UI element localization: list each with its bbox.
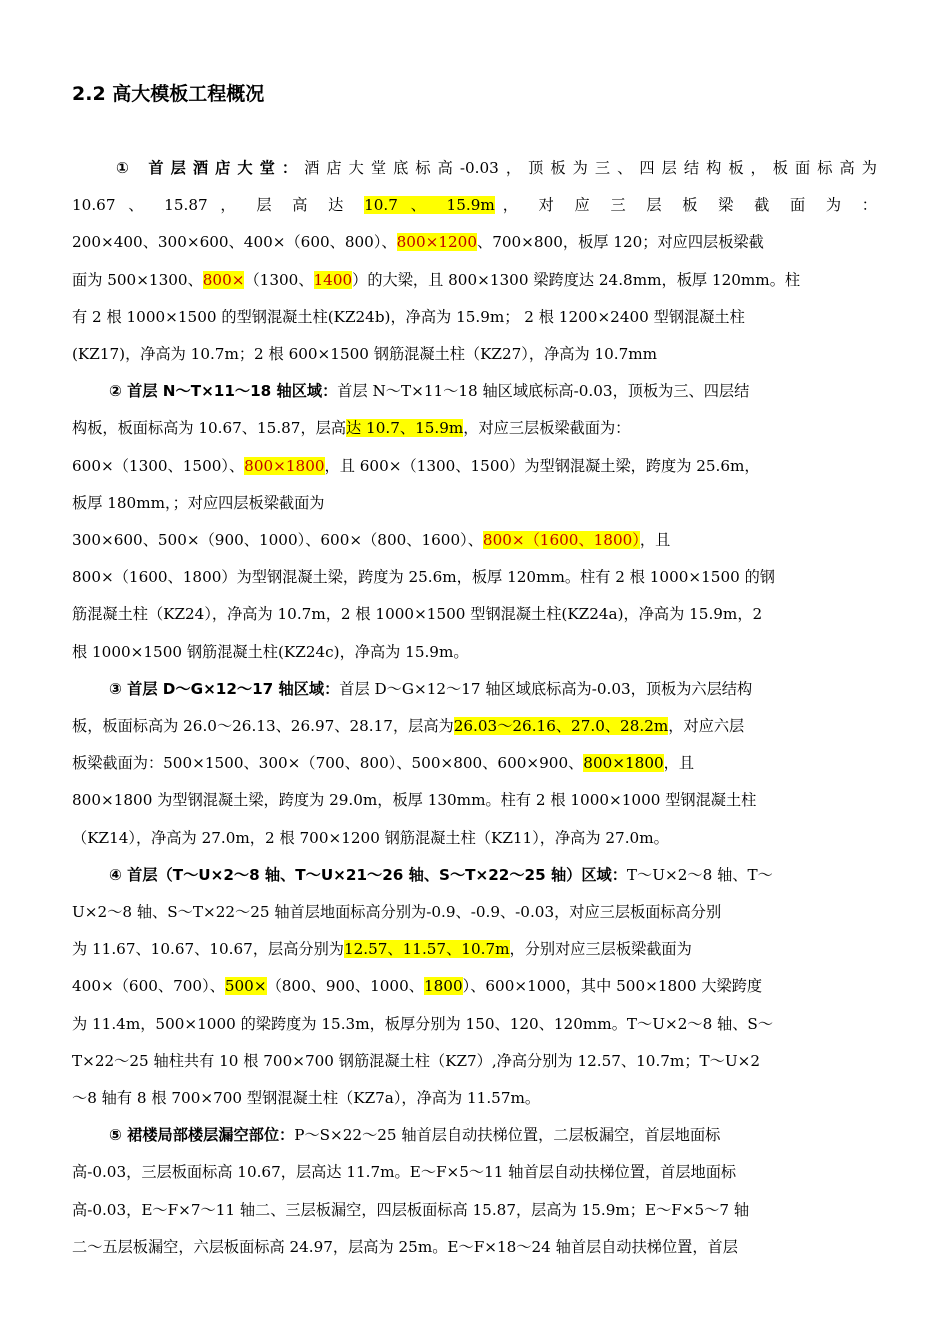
- p2-text: ，对应三层板梁截面为：: [463, 419, 631, 438]
- highlight: 1800: [423, 977, 463, 996]
- p2-text: 构板，板面标高为 10.67、15.87，层高: [72, 419, 347, 438]
- highlight: 800×1200: [396, 233, 477, 252]
- p4-text: T～U×2～8 轴、T～: [626, 865, 773, 884]
- p2-text: ，且 600×（1300、1500）为型钢混凝土梁，跨度为 25.6m，: [324, 456, 760, 475]
- paragraph-4: [72, 857, 877, 1117]
- p1-text: 酒店大堂底标高-0.03，顶板为三、四层结构板，板面标高为: [304, 159, 877, 177]
- p4-text: ，分别对应三层板梁截面为: [509, 940, 692, 959]
- highlight: 800×: [202, 270, 245, 289]
- highlight: 26.03～26.16、27.0、28.2m: [453, 717, 669, 736]
- p4-line-7: ～8 轴有 8 根 700×700 型钢混凝土柱（KZ7a），净高为 11.57m。: [72, 1089, 541, 1108]
- p2-line-8: 根 1000×1500 钢筋混凝土柱(KZ24c)，净高为 15.9m。: [72, 642, 469, 661]
- highlight: 800×（1600、1800）: [482, 531, 640, 550]
- p2-text: ，且: [639, 531, 671, 550]
- p3-text: ，对应六层: [668, 717, 745, 736]
- p4-line-4: [72, 968, 877, 1005]
- p2-line-6: 800×（1600、1800）为型钢混凝土梁，跨度为 25.6m，板厚 120mm。柱有 2 根 1000×1500 的钢: [72, 568, 775, 587]
- p3-text: 板梁截面为：500×1500、300×（700、800）、500×800、600×900、: [72, 754, 584, 773]
- section-heading: 2.2 高大模板工程概况: [72, 83, 265, 105]
- highlight: 12.57、11.57、10.7m: [343, 940, 510, 959]
- p2-lead: ② 首层 N～T×11～18 轴区域：: [109, 382, 338, 401]
- paragraph-3: [72, 671, 877, 857]
- p5-line-1: [72, 1117, 877, 1154]
- p3-line-5: （KZ14），净高为 27.0m，2 根 700×1200 钢筋混凝土柱（KZ11），净高为 27.0m。: [72, 828, 669, 847]
- p4-line-5: 为 11.4m，500×1000 的梁跨度为 15.3m，板厚分别为 150、120、120mm。T～U×2～8 轴、S～: [72, 1014, 774, 1033]
- p3-text: ，且: [663, 754, 695, 773]
- p5-lead: ⑤ 裙楼局部楼层漏空部位：: [109, 1126, 295, 1145]
- highlight: 10.7 、 15.9m: [364, 196, 495, 215]
- p5-line-4: 二～五层板漏空，六层板面标高 24.97，层高为 25m。E～F×18～24 轴首层自动扶梯位置，首层: [72, 1237, 738, 1256]
- p1-text: （1300、: [244, 270, 314, 289]
- p4-text: 为 11.67、10.67、10.67，层高分别为: [72, 940, 344, 959]
- p2-line-1: [72, 373, 877, 410]
- p3-text: 板，板面标高为 26.0～26.13、26.97、28.17，层高为: [72, 717, 454, 736]
- p1-text: ， 对 应 三 层 板 梁 截 面 为 ：: [494, 196, 877, 215]
- p4-line-2: U×2～8 轴、S～T×22～25 轴首层地面标高分别为-0.9、-0.9、-0.03，对应三层板面标高分别: [72, 903, 722, 922]
- p3-line-3: [72, 745, 877, 782]
- p1-text: 10.67 、 15.87 ， 层 高 达: [72, 196, 352, 215]
- p3-line-1: [72, 671, 877, 708]
- p1-line-4: [72, 262, 877, 299]
- highlight: 800×1800: [244, 456, 325, 475]
- p2-line-2: [72, 410, 877, 447]
- p2-line-5: [72, 522, 877, 559]
- p4-text: （800、900、1000、: [266, 977, 424, 996]
- p1-text: 、700×800，板厚 120；对应四层板梁截: [477, 233, 764, 252]
- p2-line-3: [72, 448, 877, 485]
- p3-lead: ③ 首层 D～G×12～17 轴区域：: [109, 679, 340, 698]
- p1-line-3: [72, 224, 877, 261]
- p1-line-2: [72, 187, 877, 224]
- p2-line-4: 板厚 180mm，；对应四层板梁截面为: [72, 493, 325, 512]
- p2-text: 600×（1300、1500）、: [72, 456, 245, 475]
- p4-lead: ④ 首层（T～U×2～8 轴、T～U×21～26 轴、S～T×22～25 轴）区域：: [109, 865, 627, 884]
- p3-text: 首层 D～G×12～17 轴区域底标高为-0.03，顶板为六层结构: [339, 679, 753, 698]
- p1-text: 面为 500×1300、: [72, 270, 203, 289]
- p4-line-3: [72, 931, 877, 968]
- p4-line-6: T×22～25 轴柱共有 10 根 700×700 钢筋混凝土柱（KZ7）,净高分别为 12.57、10.7m；T～U×2: [72, 1051, 761, 1070]
- highlight: 800×1800: [583, 754, 664, 773]
- p3-line-4: 800×1800 为型钢混凝土梁，跨度为 29.0m，板厚 130mm。柱有 2 根 1000×1000 型钢混凝土柱: [72, 791, 757, 810]
- p2-text: 首层 N～T×11～18 轴区域底标高-0.03，顶板为三、四层结: [337, 382, 750, 401]
- highlight: 500×: [224, 977, 267, 996]
- p2-text: 300×600、500×（900、1000）、600×（800、1600）、: [72, 531, 483, 550]
- p5-line-2: 高-0.03，三层板面标高 10.67，层高达 11.7m。E～F×5～11 轴首层自动扶梯位置，首层地面标: [72, 1163, 737, 1182]
- highlight: 达 10.7、15.9m: [346, 419, 464, 438]
- highlight: 1400: [313, 270, 353, 289]
- p4-text: 400×（600、700）、: [72, 977, 225, 996]
- p4-line-1: [72, 857, 877, 894]
- p1-line-1: [72, 150, 877, 187]
- p1-lead: ① 首层酒店大堂：: [109, 159, 305, 177]
- document-page: [72, 80, 877, 1266]
- p5-text: P～S×22～25 轴首层自动扶梯位置，二层板漏空，首层地面标: [294, 1126, 721, 1145]
- paragraph-1: [72, 150, 877, 373]
- p1-text: ）的大梁，且 800×1300 梁跨度达 24.8mm，板厚 120mm。柱: [352, 270, 801, 289]
- p1-text: 200×400、300×600、400×（600、800）、: [72, 233, 397, 252]
- p1-line-6: (KZ17)，净高为 10.7m；2 根 600×1500 钢筋混凝土柱（KZ27），净高为 10.7mm: [72, 345, 658, 364]
- p3-line-2: [72, 708, 877, 745]
- paragraph-5: [72, 1117, 877, 1266]
- p4-text: ）、600×1000，其中 500×1800 大梁跨度: [462, 977, 763, 996]
- paragraph-2: [72, 373, 877, 671]
- p5-line-3: 高-0.03，E～F×7～11 轴二、三层板漏空，四层板面标高 15.87，层高为 15.9m；E～F×5～7 轴: [72, 1200, 750, 1219]
- p1-line-5: 有 2 根 1000×1500 的型钢混凝土柱(KZ24b)，净高为 15.9m； 2 根 1200×2400 型钢混凝土柱: [72, 307, 745, 326]
- p2-line-7: 筋混凝土柱（KZ24），净高为 10.7m，2 根 1000×1500 型钢混凝土柱(KZ24a)，净高为 15.9m，2: [72, 605, 763, 624]
